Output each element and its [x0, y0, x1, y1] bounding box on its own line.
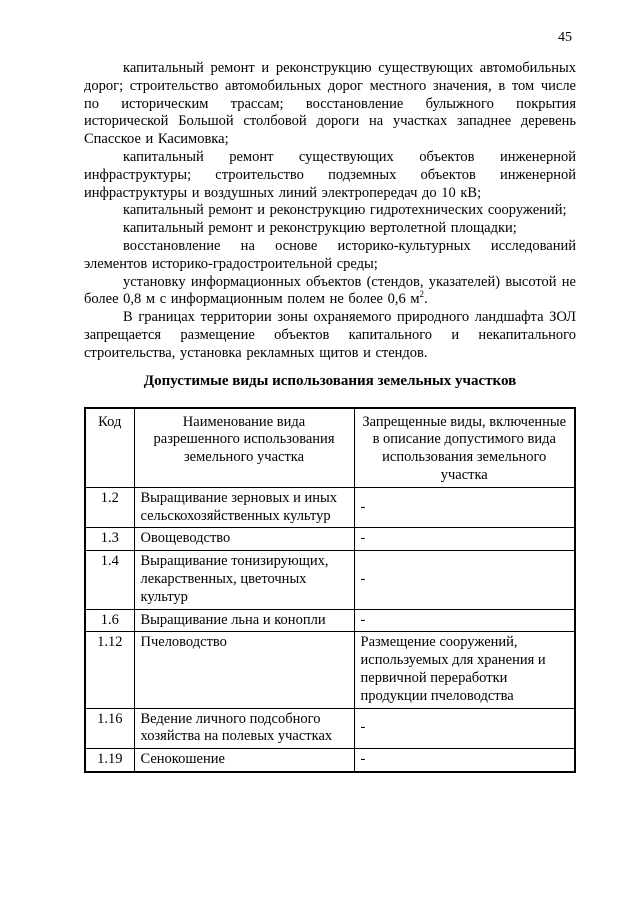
cell-code: 1.3 — [85, 528, 134, 551]
cell-code: 1.19 — [85, 749, 134, 772]
col-header-prohibited-types: Запрещенные виды, включенные в описание допустимого вида использования земельного участка — [354, 408, 575, 488]
table-row — [85, 528, 575, 551]
cell-code: 1.6 — [85, 609, 134, 632]
cell-name: Ведение личного подсобного хозяйства на полевых участках — [134, 708, 354, 749]
table-row — [85, 551, 575, 609]
cell-name: Выращивание льна и конопли — [134, 609, 354, 632]
cell-prohibited: Размещение сооружений, используемых для хранения и первичной переработки продукции пчеловодства — [354, 632, 575, 708]
cell-name: Выращивание тонизирующих, лекарственных, цветочных культур — [134, 551, 354, 609]
paragraph-hydrotechnical: капитальный ремонт и реконструкцию гидротехнических сооружений; — [123, 202, 567, 219]
col-header-code: Код — [85, 408, 134, 488]
cell-prohibited: - — [354, 749, 575, 772]
land-use-table — [84, 407, 576, 773]
table-row — [85, 609, 575, 632]
cell-name: Выращивание зерновых и иных сельскохозяйственных культур — [134, 487, 354, 528]
table-row — [85, 632, 575, 708]
paragraph-text: установку информационных объектов (стендов, указателей) высотой не более 0,8 м с информационным полем не более 0,6 м — [84, 273, 576, 308]
table-row — [85, 749, 575, 772]
superscript-2: 2 — [419, 289, 425, 300]
col-header-permitted-use: Наименование вида разрешенного использования земельного участка — [134, 408, 354, 488]
cell-prohibited: - — [354, 528, 575, 551]
cell-name: Пчеловодство — [134, 632, 354, 708]
paragraph-restoration: восстановление на основе историко-культурных исследований элементов историко-градостроительной среды; — [84, 237, 576, 272]
page-number: 45 — [558, 30, 572, 45]
cell-code: 1.4 — [85, 551, 134, 609]
cell-name: Сенокошение — [134, 749, 354, 772]
paragraph-information-objects — [84, 274, 576, 310]
paragraph-tail: . — [424, 291, 428, 308]
cell-code: 1.12 — [85, 632, 134, 708]
table-row — [85, 487, 575, 528]
cell-code: 1.16 — [85, 708, 134, 749]
cell-prohibited: - — [354, 708, 575, 749]
page-content — [84, 60, 576, 773]
paragraph-road-repair: капитальный ремонт и реконструкцию существующих автомобильных дорог; строительство автомобильных дорог местного значения, в том числе по историческим трассам; восстановление булыжного покрытия исторической Большой столбовой дороги на участках западнее деревень Спасское и Касимовка; — [84, 60, 576, 148]
cell-name: Овощеводство — [134, 528, 354, 551]
table-heading: Допустимые виды использования земельных участков — [143, 372, 517, 389]
paragraph-helipad: капитальный ремонт и реконструкцию вертолетной площадки; — [123, 220, 517, 237]
paragraph-zol-prohibition: В границах территории зоны охраняемого природного ландшафта ЗОЛ запрещается размещение объектов капитального и некапитального строительства, установка рекламных щитов и стендов. — [84, 309, 576, 361]
table-header-row — [85, 408, 575, 488]
cell-code: 1.2 — [85, 487, 134, 528]
paragraph-infrastructure: капитальный ремонт существующих объектов инженерной инфраструктуры; строительство подземных объектов инженерной инфраструктуры и воздушных линий электропередач до 10 кВ; — [84, 148, 576, 201]
cell-prohibited: - — [354, 609, 575, 632]
cell-prohibited: - — [354, 551, 575, 609]
cell-prohibited: - — [354, 487, 575, 528]
table-row — [85, 708, 575, 749]
